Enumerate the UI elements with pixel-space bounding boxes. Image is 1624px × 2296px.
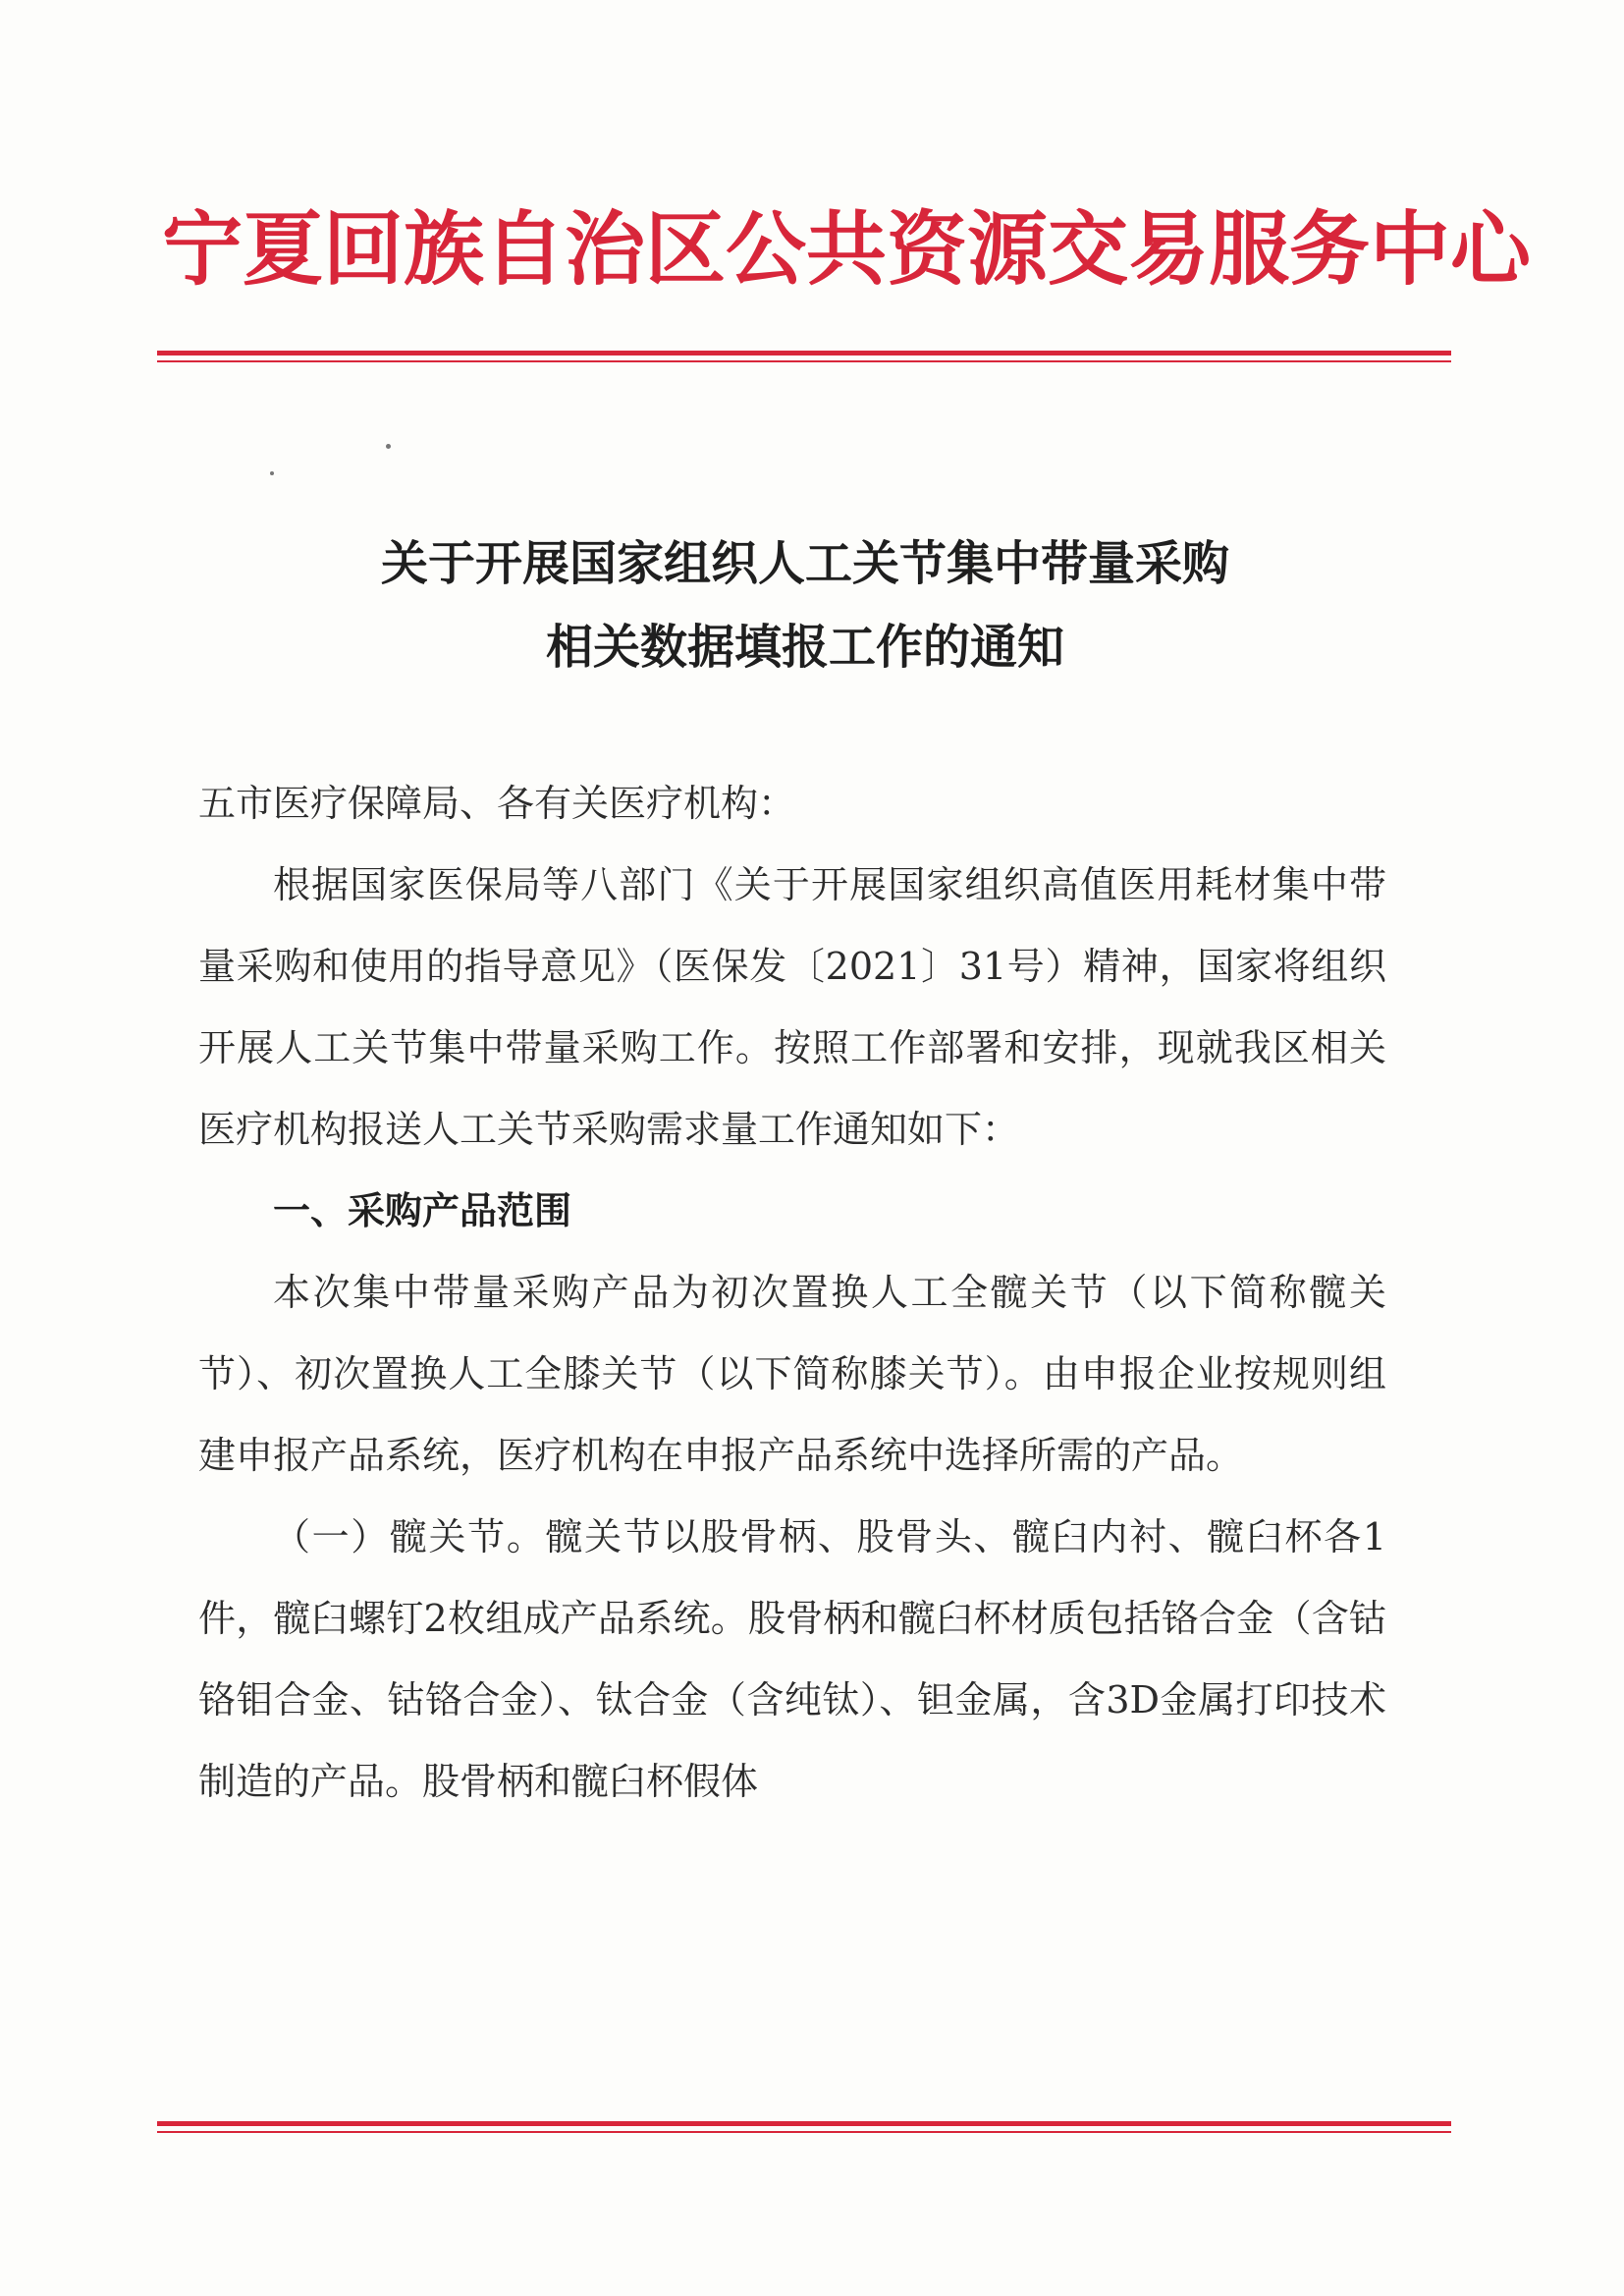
paragraph-2: 本次集中带量采购产品为初次置换人工全髋关节（以下简称髋关节）、初次置换人工全膝关节（以下简称膝关节）。由申报企业按规则组建申报产品系统，医疗机构在申报产品系统中选择所需的产品。 — [198, 1271, 1386, 1477]
red-rule-thick-line — [157, 351, 1451, 355]
footer-red-rule — [157, 2121, 1451, 2133]
scan-speck — [386, 444, 391, 449]
paragraph-3: （一）髋关节。髋关节以股骨柄、股骨头、髋臼内衬、髋臼杯各1件，髋臼螺钉2枚组成产品系统。股骨柄和髋臼杯材质包括铬合金（含钴铬钼合金、钴铬合金）、钛合金（含纯钛）、钽金属，含3D金属打印技术制造的产品。股骨柄和髋臼杯假体 — [198, 1515, 1386, 1803]
paragraph-1: 根据国家医保局等八部门《关于开展国家组织高值医用耗材集中带量采购和使用的指导意见》（医保发〔2021〕31号）精神，国家将组织开展人工关节集中带量采购工作。按照工作部署和安排，现就我区相关医疗机构报送人工关节采购需求量工作通知如下： — [198, 863, 1386, 1151]
red-rule-thick-line — [157, 2121, 1451, 2126]
document-body — [198, 763, 1386, 1823]
section-1-heading: 一、采购产品范围 — [273, 1189, 572, 1232]
salutation: 五市医疗保障局、各有关医疗机构： — [198, 782, 796, 825]
red-rule-thin-line — [157, 360, 1451, 362]
red-rule-thin-line — [157, 2131, 1451, 2133]
letterhead-org-name: 宁夏回族自治区公共资源交易服务中心 — [162, 203, 1532, 297]
letterhead-red-rule — [157, 351, 1451, 362]
document-title-line2: 相关数据填报工作的通知 — [545, 620, 1064, 675]
scan-speck — [270, 471, 274, 475]
document-title-line1: 关于开展国家组织人工关节集中带量采购 — [380, 536, 1229, 591]
